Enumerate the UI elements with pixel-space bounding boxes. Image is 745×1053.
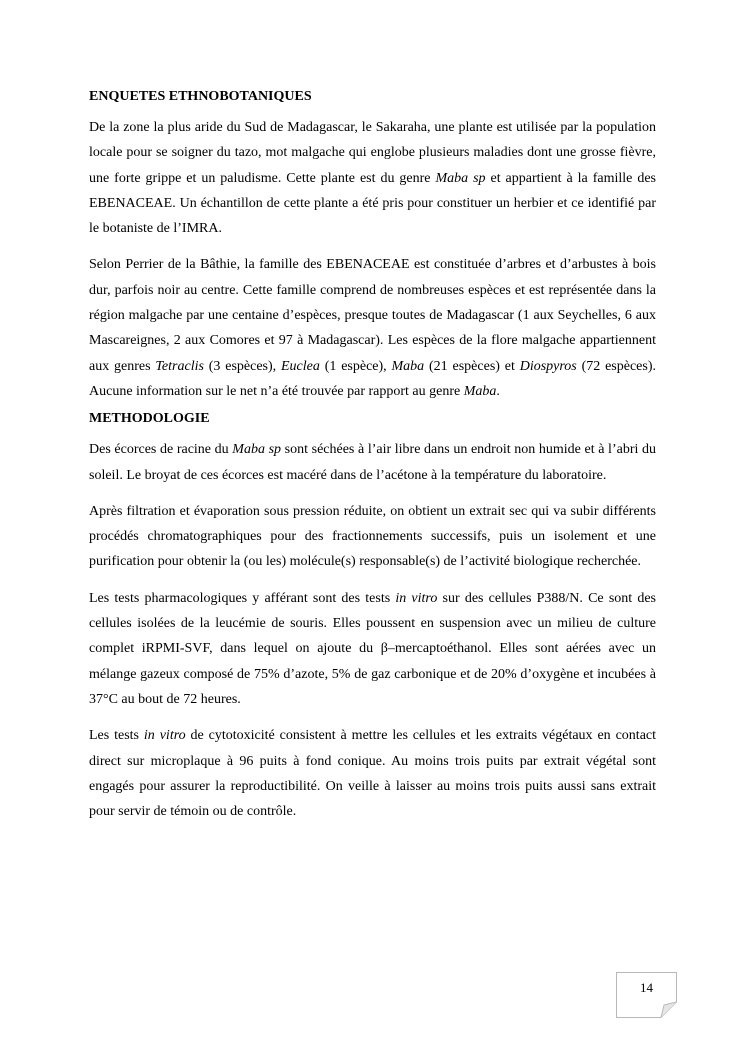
- paragraph-ebenaceae: [89, 252, 656, 404]
- italic-taxon: Tetraclis: [155, 358, 204, 374]
- text: .: [496, 383, 500, 399]
- text: (21 espèces) et: [424, 358, 520, 374]
- italic-taxon: Maba sp: [232, 442, 282, 458]
- text: Des écorces de racine du: [89, 442, 233, 458]
- section-heading-methodology: METHODOLOGIE: [89, 411, 210, 427]
- text: (3 espèces),: [203, 358, 281, 374]
- paragraph-ecorces: [89, 437, 656, 488]
- italic-taxon: Maba: [463, 383, 497, 399]
- section-heading-ethnobotanical: ENQUETES ETHNOBOTANIQUES: [89, 89, 312, 104]
- paragraph-cytotoxicite: [89, 723, 656, 824]
- text: sont séchées à l’air libre dans un endroit non humide et à l’abri du soleil. Le broyat de ces écorces est macéré dans de l’acétone à la température du laboratoire.: [89, 442, 656, 483]
- text: sur des cellules P388/N. Ce sont des cellules isolées de la leucémie de souris. Elles poussent en suspension avec un milieu de culture complet iRPMI-SVF, dans lequel on ajoute du β–mercaptoéthanol. Elles sont aérées avec un mélange gazeux composé de 75% d’azote, 5% de gaz carbonique et de 20% d’oxygène et incubées à 37°C au bout de 72 heures.: [89, 590, 656, 707]
- italic-taxon: Diospyros: [519, 358, 577, 374]
- italic-taxon: Euclea: [281, 358, 320, 374]
- page-number: 14: [640, 980, 653, 995]
- text: et appartient à la famille des EBENACEAE. Un échantillon de cette plante a été pris pour constituer un herbier et ce identifié par le botaniste de l’IMRA.: [89, 170, 656, 237]
- text: Après filtration et évaporation sous pression réduite, on obtient un extrait sec qui va subir différents procédés chromatographiques pour des fractionnements successifs, puis un isolement et une purification pour obtenir la (ou les) molécule(s) responsable(s) de l’activité biologique recherchée.: [89, 503, 656, 570]
- paragraph-filtration: [89, 499, 656, 575]
- italic-taxon: Maba: [391, 358, 425, 374]
- paragraph-tests-pharmaco: [89, 586, 656, 712]
- text: Les tests: [89, 728, 144, 744]
- text: de cytotoxicité consistent à mettre les cellules et les extraits végétaux en contact direct sur microplaque à 96 puits à fond conique. Au moins trois puits par extrait végétal sont engagés pour assurer la reproductibilité. On veille à laisser au moins trois puits aussi sans extrait pour servir de témoin ou de contrôle.: [89, 728, 657, 820]
- text: (1 espèce),: [319, 358, 392, 374]
- paragraph-sakaraha: [89, 115, 656, 241]
- text: De la zone la plus aride du Sud de Madagascar, le Sakaraha, une plante est utilisée par la population locale pour se soigner du tazo, mot malgache qui englobe plusieurs maladies dont une grosse fièvre, une forte grippe et un paludisme. Cette plante est du genre: [89, 120, 656, 186]
- page-number-box: [616, 972, 677, 1018]
- page-content: [89, 88, 656, 835]
- text: Selon Perrier de la Bâthie, la famille des EBENACEAE est constituée d’arbres et d’arbustes à bois dur, parfois noir au centre. Cette famille comprend de nombreuses espèces et est représentée dans la région malgache par une centaine d’espèces, presque toutes de Madagascar (1 aux Seychelles, 6 aux Mascareignes, 2 aux Comores et 97 à Madagascar). Les espèces de la flore malgache appartiennent aux genres: [89, 257, 656, 374]
- italic-term: in vitro: [143, 728, 186, 744]
- text: (72 espèces). Aucune information sur le net n’a été trouvée par rapport au genre: [89, 358, 656, 399]
- italic-term: in vitro: [395, 590, 438, 606]
- italic-taxon: Maba sp: [435, 170, 486, 186]
- text: Les tests pharmacologiques y afférant sont des tests: [89, 590, 396, 606]
